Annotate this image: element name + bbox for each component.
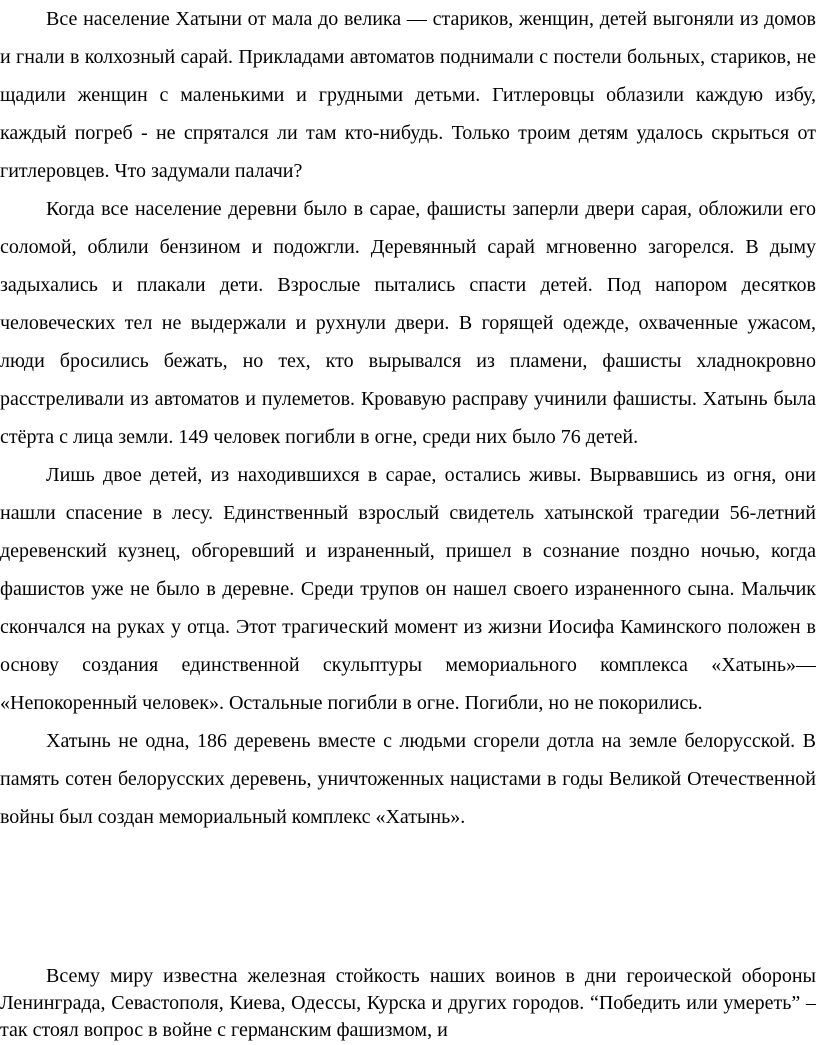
paragraph-survivors: Лишь двое детей, из находившихся в сарае, остались живы. Вырвавшись из огня, они нашли спасение в лесу. Единственный взрослый свидетель хатынской трагедии 56-летний деревенский кузнец, обгоревший и израненный, пришел в сознание поздно ночью, когда фашистов уже не было в деревне. Среди трупов он нашел своего израненного сына. Мальчик скончался на руках у отца. Этот трагический момент из жизни Иосифа Каминского положен в основу создания единственной скульптуры мемориального комплекса «Хатынь»— «Непокоренный человек». Остальные погибли в огне. Погибли, но не покорились. <box>0 464 816 714</box>
tail-text-block <box>0 963 816 1044</box>
paragraph-heroic-defense: Всему миру известна железная стойкость наших воинов в дни героической обороны Ленинграда, Севастополя, Киева, Одессы, Курска и других городов. “Победить или умереть” – так стоял вопрос в войне с германским фашизмом, и <box>0 965 816 1041</box>
paragraph-khatyn-population: Все население Хатыни от мала до велика — стариков, женщин, детей выгоняли из домов и гнали в колхозный сарай. Прикладами автоматов поднимали с постели больных, стариков, не щадили женщин с маленькими и грудными детьми. Гитлеровцы облазили каждую избу, каждый погреб - не спрятался ли там кто-нибудь. Только троим детям удалось скрыться от гитлеровцев. Что задумали палачи? <box>0 8 816 182</box>
paragraph-barn-fire: Когда все население деревни было в сарае, фашисты заперли двери сарая, обложили его соломой, облили бензином и подожгли. Деревянный сарай мгновенно загорелся. В дыму задыхались и плакали дети. Взрослые пытались спасти детей. Под напором десятков человеческих тел не выдержали и рухнули двери. В горящей одежде, охваченные ужасом, люди бросились бежать, но тех, кто вырывался из пламени, фашисты хладнокровно расстреливали из автоматов и пулеметов. Кровавую расправу учинили фашисты. Хатынь была стёрта с лица земли. 149 человек погибли в огне, среди них было 76 детей. <box>0 198 816 448</box>
paragraph-memorial: Хатынь не одна, 186 деревень вместе с людьми сгорели дотла на земле белорусской. В память сотен белорусских деревень, уничтоженных нацистами в годы Великой Отечественной войны был создан мемориальный комплекс «Хатынь». <box>0 730 816 828</box>
